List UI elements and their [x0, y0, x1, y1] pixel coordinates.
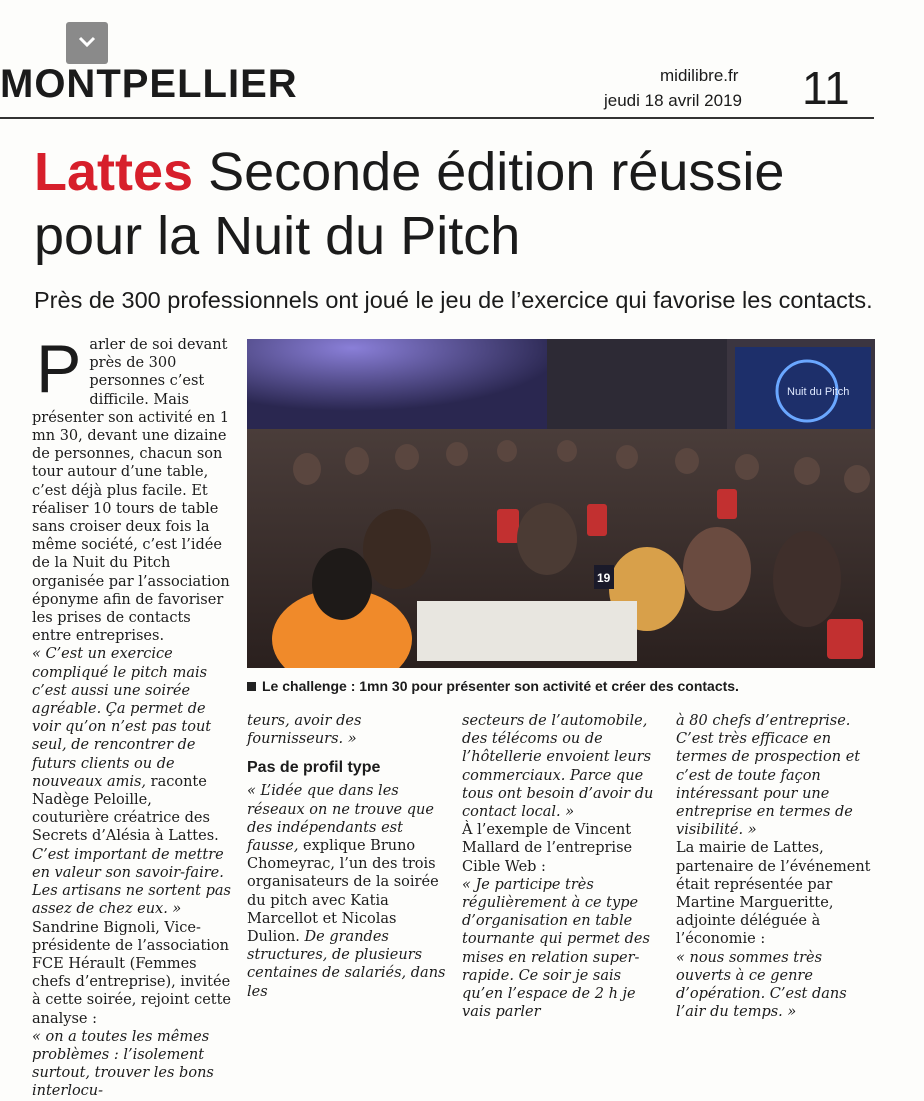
photo-caption	[247, 678, 739, 694]
headline-line-2: pour la Nuit du Pitch	[34, 206, 521, 266]
drop-cap: P	[36, 331, 82, 407]
quote-text: C’est important de mettre en valeur son savoir-faire. Les artisans ne sortent pas assez de chez eux. »	[32, 846, 231, 918]
body-text: À l’exemple de Vincent Mallard de l’entreprise Cible Web :	[462, 822, 633, 875]
event-photo-illustration	[247, 339, 875, 668]
body-text: raconte Nadège Peloille, couturière créatrice des Secrets d’Alésia à Lattes.	[32, 773, 219, 845]
screen-text: Nuit du Pitch	[787, 386, 850, 398]
body-text: arler de soi devant près de 300 personnes c’est difficile. Mais présenter son activité en 1 mn 30, devant une dizaine de personnes, chacun son tour autour d’une table, c’est déjà plus facile. Et réaliser 10 tours de table sans croiser deux fois la même société, c’est l’idée de la Nuit du Pitch organisée par l’association éponyme afin de favoriser les prises de contacts entre entreprises.	[32, 337, 230, 645]
quote-text: « Je participe très régulièrement à ce type d’organisation en table tournante qui permet des mises en relation super-rapide. Ce soir je sais qu’en l’espace de 2 h je vais parler	[462, 876, 650, 1021]
body-text: explique Bruno Chomeyrac, l’un des trois organisateurs de la soirée du pitch avec Katia Marcellot et Nicolas Dulion.	[247, 838, 439, 946]
section-title: MONTPELLIER	[0, 62, 298, 106]
article-column-4	[676, 712, 876, 1021]
quote-text: teurs, avoir des fournisseurs. »	[247, 713, 362, 748]
issue-date: jeudi 18 avril 2019	[604, 91, 742, 110]
page-number: 11	[802, 62, 850, 114]
quote-text: « C’est un exercice compliqué le pitch mais c’est aussi une soirée agréable. Ça permet de voir qu’on n’est pas tout seul, de rencontrer de futurs clients ou de nouveaux amis,	[32, 646, 212, 790]
article-column-3	[462, 712, 662, 1021]
quote-text: De grandes structures, de plusieurs centaines de salariés, dans les	[247, 929, 446, 1000]
quote-text: à 80 chefs d’entreprise. C’est très efficace en termes de prospection et c’est de toute façon intéressant pour une entreprise en termes de visibilité. »	[676, 713, 861, 839]
article-column-2	[247, 712, 447, 1001]
headline-kicker: Lattes	[34, 142, 194, 202]
article-photo	[247, 339, 875, 668]
article-headline	[34, 140, 894, 268]
quote-text: « on a toutes les mêmes problèmes : l’isolement surtout, trouver les bons interlocu-	[32, 1028, 214, 1100]
body-text: Sandrine Bignoli, Vice-présidente de l’association FCE Hérault (Femmes chefs d’entreprise), invitée à cette soirée, rejoint cette analyse :	[32, 919, 232, 1027]
quote-text: « nous sommes très ouverts à ce genre d’opération. C’est dans l’air du temps. »	[676, 949, 847, 1021]
quote-text: « L’idée que dans les réseaux on ne trouve que des indépendants est fausse,	[247, 783, 434, 855]
table-number: 19	[597, 571, 611, 585]
collapse-toggle-button[interactable]	[66, 22, 108, 64]
site-name: midilibre.fr	[660, 66, 739, 85]
article-deck: Près de 300 professionnels ont joué le jeu de l’exercice qui favorise les contacts.	[34, 287, 873, 313]
quote-text: secteurs de l’automobile, des télécoms ou de l’hôtellerie envoient leurs commerciaux. Parce que tous ont besoin d’avoir du contact local. »	[462, 713, 654, 821]
chevron-down-icon	[77, 35, 97, 49]
article-column-1	[32, 331, 232, 1101]
headline-line-1: Seconde édition réussie	[208, 142, 785, 202]
body-text: La mairie de Lattes, partenaire de l’événement était représentée par Martine Margueritte, adjointe déléguée à l’économie :	[676, 840, 871, 948]
caption-text: Le challenge : 1mn 30 pour présenter son activité et créer des contacts.	[262, 678, 739, 694]
section-subhead: Pas de profil type	[247, 759, 381, 777]
masthead-divider	[0, 117, 874, 119]
caption-bullet-icon	[247, 682, 256, 691]
